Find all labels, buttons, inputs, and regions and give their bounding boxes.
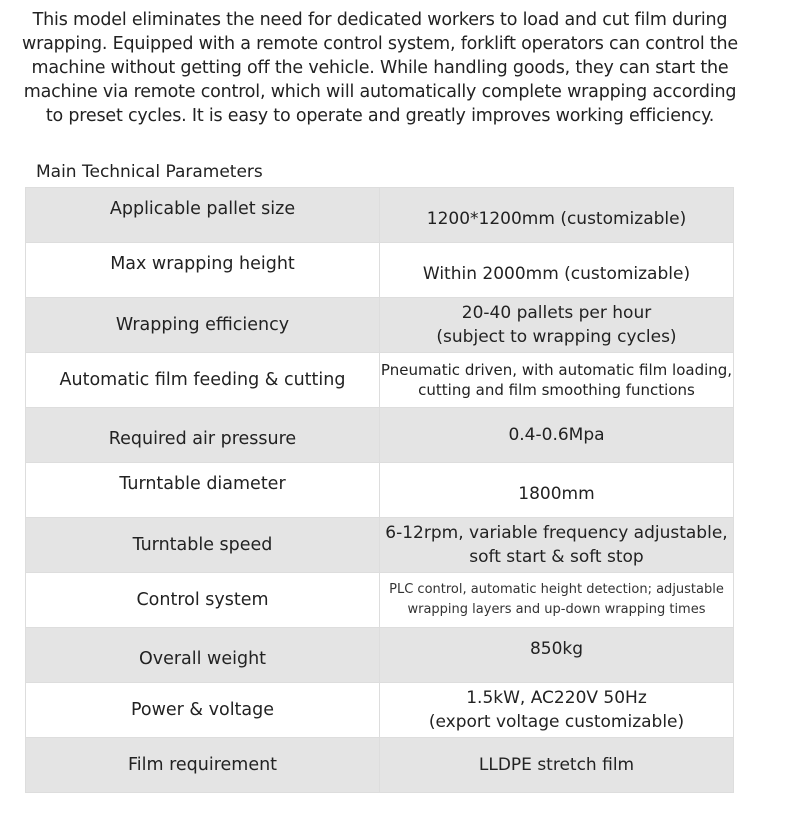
parameter-label: Film requirement [26,738,380,793]
parameter-value: 1800mm [380,463,734,518]
parameter-value: LLDPE stretch film [380,738,734,793]
parameter-label: Control system [26,573,380,628]
parameter-label: Turntable diameter [26,463,380,518]
parameter-label: Overall weight [26,628,380,683]
parameter-label: Automatic film feeding & cutting [26,353,380,408]
parameter-value: Within 2000mm (customizable) [380,243,734,298]
parameter-value: Pneumatic driven, with automatic film loading, cutting and film smoothing functions [380,353,734,408]
parameter-value: 1200*1200mm (customizable) [380,188,734,243]
parameter-label: Turntable speed [26,518,380,573]
table-row [26,573,734,628]
parameter-value: 6-12rpm, variable frequency adjustable, soft start & soft stop [380,518,734,573]
parameter-label: Max wrapping height [26,243,380,298]
parameter-value: PLC control, automatic height detection; adjustable wrapping layers and up-down wrapping times [380,573,734,628]
table-row [26,738,734,793]
table-row [26,683,734,738]
table-row [26,353,734,408]
parameter-value: 850kg [380,628,734,683]
parameter-value: 0.4-0.6Mpa [380,408,734,463]
intro-paragraph: This model eliminates the need for dedicated workers to load and cut film during wrapping. Equipped with a remote control system, forklift operators can control the machine without getting off the vehicle. While handling goods, they can start the machine via remote control, which will automatically complete wrapping according to preset cycles. It is easy to operate and greatly improves working efficiency. [21,10,738,126]
table-row [26,408,734,463]
table-row [26,463,734,518]
section-title: Main Technical Parameters [36,162,263,182]
parameter-label: Wrapping efficiency [26,298,380,353]
table-row [26,298,734,353]
parameter-value: 20-40 pallets per hour (subject to wrapping cycles) [380,298,734,353]
table-row [26,628,734,683]
parameter-label: Applicable pallet size [26,188,380,243]
table-row [26,518,734,573]
parameter-value: 1.5kW, AC220V 50Hz (export voltage customizable) [380,683,734,738]
table-row [26,188,734,243]
parameter-label: Power & voltage [26,683,380,738]
parameter-label: Required air pressure [26,408,380,463]
parameters-table [25,187,734,793]
table-row [26,243,734,298]
